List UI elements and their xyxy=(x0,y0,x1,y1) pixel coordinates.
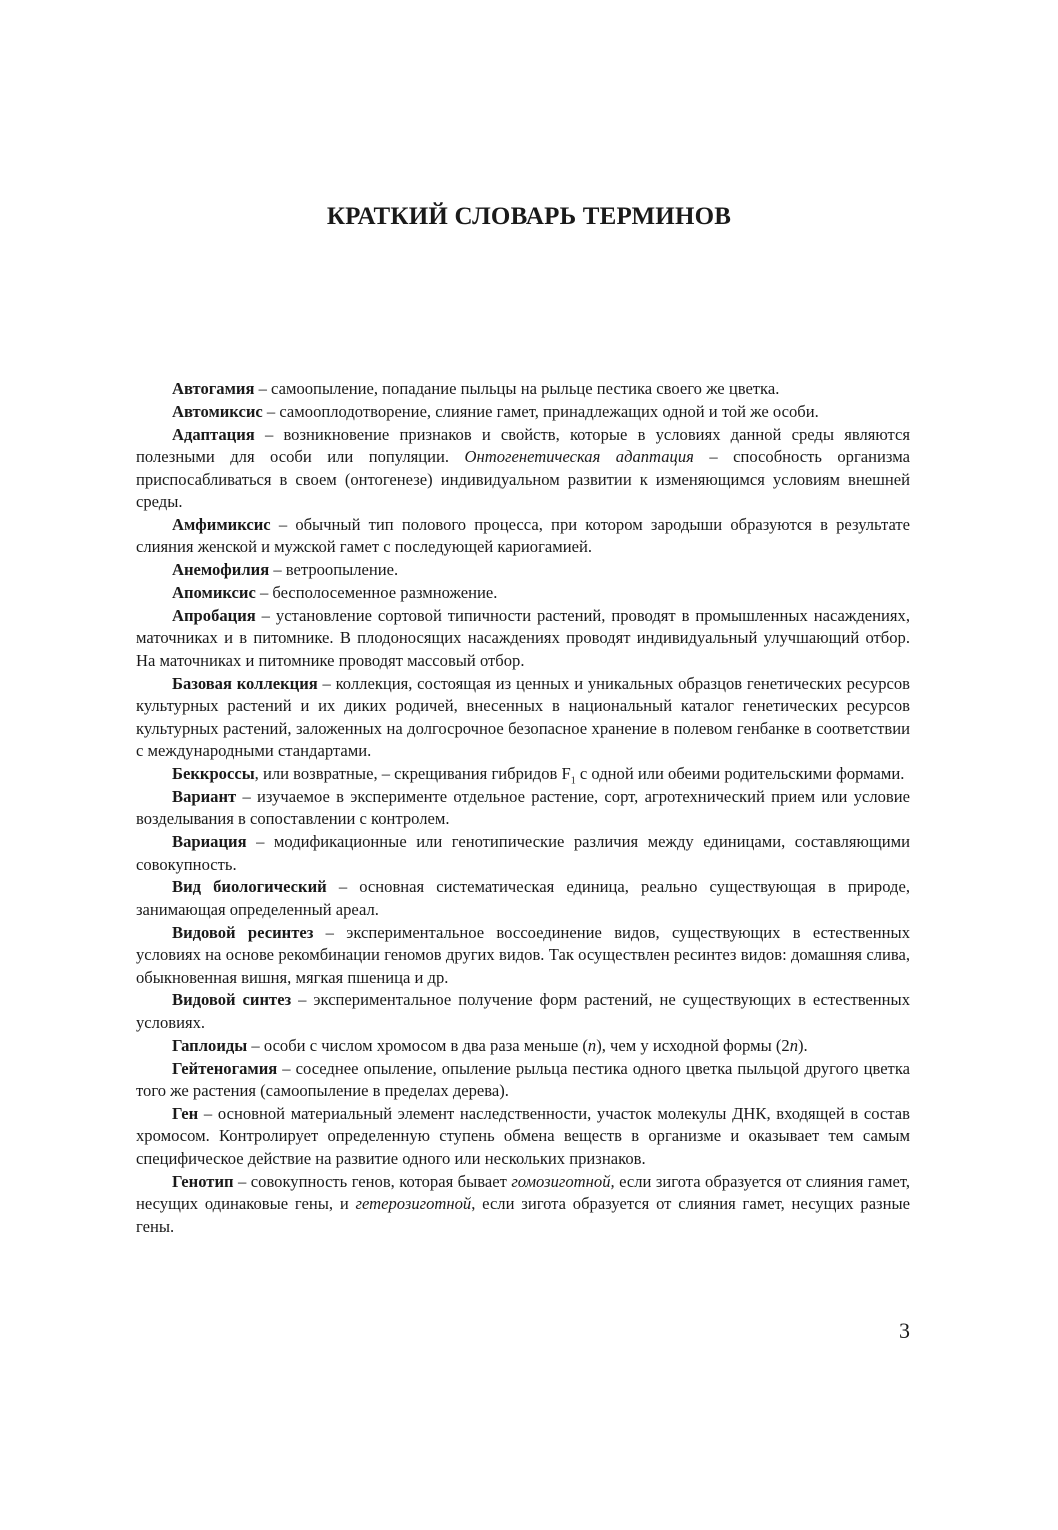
subscript: 1 xyxy=(570,775,576,787)
entry-definition: – бесполосеменное размножение. xyxy=(255,583,498,603)
page-title: КРАТКИЙ СЛОВАРЬ ТЕРМИНОВ xyxy=(326,203,732,230)
entry-italic-term: гомозиготной, xyxy=(511,1171,615,1191)
entry-definition: – ветроопыление. xyxy=(269,560,399,580)
page-number: 3 xyxy=(899,1318,910,1343)
entry-definition-continued: с одной или обеими родительскими формами. xyxy=(575,763,905,783)
entry-definition: – модификационные или генотипические различия между единицами, составляющими совокупность. xyxy=(136,832,910,874)
entry-definition: – возникновение признаков и свойств, которые в условиях данной среды являются полезными для особи или популяции. xyxy=(136,424,910,467)
glossary-entry xyxy=(136,1171,910,1238)
glossary-entry xyxy=(136,605,910,672)
entry-italic-symbol: n xyxy=(789,1035,799,1055)
entry-term: Адаптация xyxy=(172,424,255,444)
glossary-entry xyxy=(136,786,910,831)
entry-term: Базовая коллекция xyxy=(172,673,318,693)
glossary-entry xyxy=(136,989,910,1034)
glossary-entry xyxy=(136,1035,910,1057)
entry-term: Апомиксис xyxy=(172,583,256,603)
glossary-entry xyxy=(136,831,910,876)
glossary-entry xyxy=(136,763,910,785)
entry-definition: – коллекция, состоящая из ценных и уникальных образцов генетических ресурсов культурных растений и их диких родичей, внесенных в национальный каталог генетических ресурсов культурных растений, заложенных на долгосрочное безопасное хранение в полевом генбанке в соответствии с международными стандартами. xyxy=(136,673,910,760)
entry-definition: – основная систематическая единица, реально существующая в природе, занимающая определенный ареал. xyxy=(136,877,910,919)
glossary-body xyxy=(136,378,910,1238)
glossary-entry xyxy=(136,401,910,423)
entry-definition-end: , если зигота образуется от слияния гамет, несущих разные гены. xyxy=(136,1194,911,1236)
entry-definition: – особи с числом хромосом в два раза меньше ( xyxy=(247,1035,588,1055)
entry-definition: – совокупность генов, которая бывает xyxy=(233,1171,512,1191)
entry-term: Апробация xyxy=(172,606,256,626)
entry-term: Видовой ресинтез xyxy=(172,922,314,942)
entry-term: Генотип xyxy=(172,1171,234,1191)
entry-term: Беккроссы xyxy=(172,763,255,783)
entry-definition: – основной материальный элемент наследственности, участок молекулы ДНК, входящей в состав хромосом. Контролирует определенную ступень обмена веществ в организме и оказывает тем самым специфическое действие на развитие одного или нескольких признаков. xyxy=(136,1104,910,1168)
entry-definition: – экспериментальное получение форм растений, не существующих в естественных условиях. xyxy=(136,990,910,1032)
entry-term: Автомиксис xyxy=(172,401,263,421)
glossary-entry xyxy=(136,514,910,559)
entry-definition-end: ). xyxy=(798,1035,808,1055)
entry-term: Гаплоиды xyxy=(172,1035,248,1055)
entry-italic-term: гетерозиготной xyxy=(355,1194,472,1214)
entry-definition-continued: если зигота образуется от слияния гамет, несущих одинаковые гены, и xyxy=(136,1171,911,1214)
entry-term: Анемофилия xyxy=(172,560,270,580)
glossary-entry xyxy=(136,673,910,763)
glossary-entry xyxy=(136,378,910,400)
entry-italic-term: Онтогенетическая адаптация xyxy=(464,447,694,467)
glossary-entry xyxy=(136,876,910,921)
glossary-entry xyxy=(136,559,910,581)
glossary-entry xyxy=(136,424,910,514)
entry-definition-continued: ), чем у исходной формы (2 xyxy=(596,1035,790,1055)
entry-definition: – самоопыление, попадание пыльцы на рыльце пестика своего же цветка. xyxy=(254,379,780,398)
entry-definition: – изучаемое в эксперименте отдельное растение, сорт, агротехнический прием или условие возделывания в сопоставлении с контролем. xyxy=(136,786,910,829)
entry-definition: – установление сортовой типичности растений, проводят в промышленных насаждениях, маточниках и в питомнике. В плодоносящих насаждениях проводят индивидуальный улучшающий отбор. На маточниках и питомнике проводят массовый отбор. xyxy=(136,606,910,670)
glossary-entry xyxy=(136,922,910,989)
entry-definition: , или возвратные, – скрещивания гибридов F xyxy=(254,763,571,783)
entry-term: Видовой синтез xyxy=(172,990,292,1010)
entry-term: Амфимиксис xyxy=(172,514,271,534)
glossary-entry xyxy=(136,1103,910,1170)
entry-italic-symbol: n xyxy=(587,1035,597,1055)
entry-term: Гейтеногамия xyxy=(172,1058,278,1078)
glossary-entry xyxy=(136,582,910,604)
entry-definition: – соседнее опыление, опыление рыльца пестика одного цветка пыльцой другого цветка того же растения (самоопыление в пределах дерева). xyxy=(136,1058,910,1101)
entry-term: Ген xyxy=(172,1104,199,1123)
entry-term: Вариация xyxy=(172,832,247,852)
entry-definition: – обычный тип полового процесса, при котором зародыши образуются в результате слияния женской и мужской гамет с последующей кариогамией. xyxy=(136,514,910,557)
entry-definition: – экспериментальное воссоединение видов, существующих в естественных условиях на основе рекомбинации геномов других видов. Так осуществлен ресинтез видов: домашняя слива, обыкновенная вишня, мягкая пшеница и др. xyxy=(136,922,910,987)
entry-definition-continued: – способность организма приспосабливаться в своем (онтогенезе) индивидуальном развитии к изменяющимся условиям внешней среды. xyxy=(136,447,910,512)
entry-term: Вариант xyxy=(172,786,237,806)
entry-term: Автогамия xyxy=(172,379,255,398)
glossary-entry xyxy=(136,1058,910,1103)
entry-definition: – самооплодотворение, слияние гамет, принадлежащих одной и той же особи. xyxy=(262,401,819,421)
entry-term: Вид биологический xyxy=(172,877,327,897)
